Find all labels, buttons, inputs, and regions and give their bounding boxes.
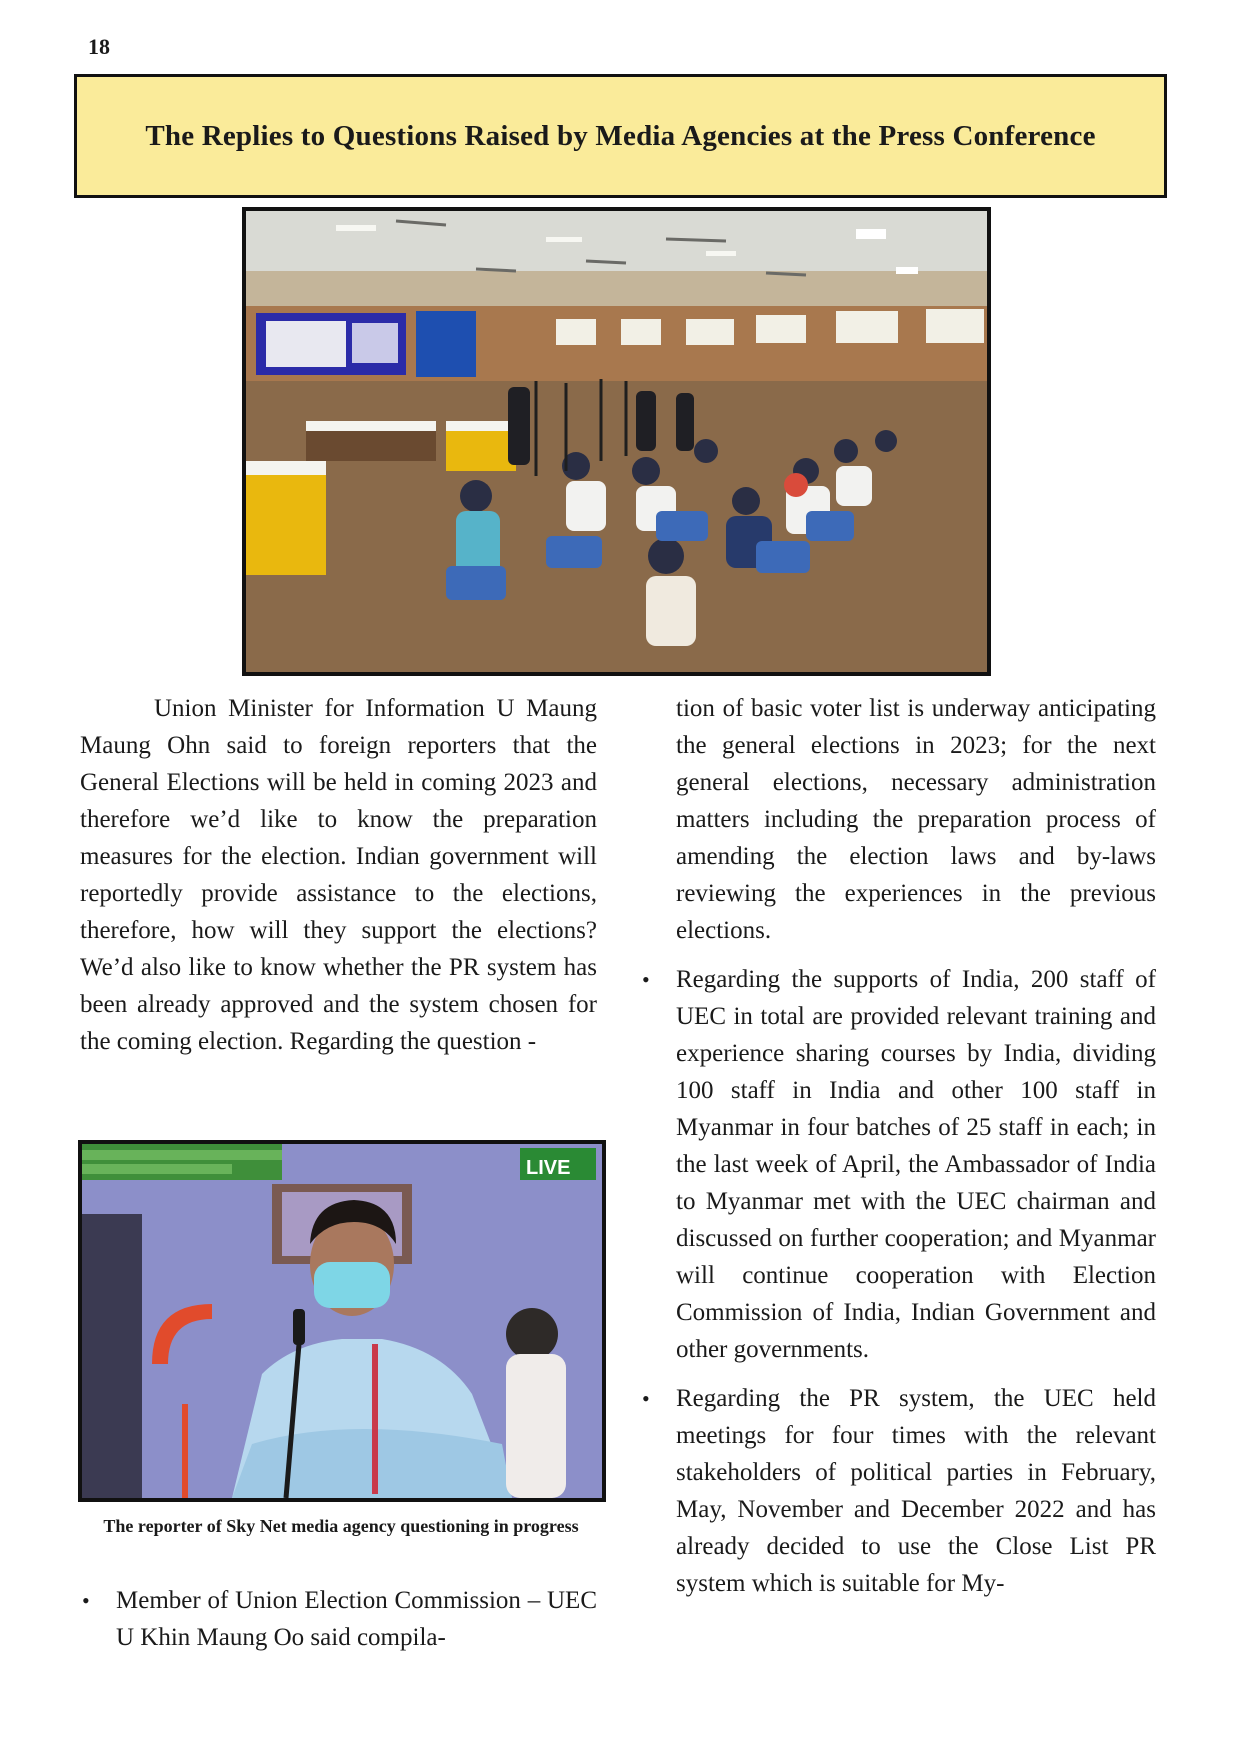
list-item: [640, 1380, 1156, 1602]
bullet-icon: •: [82, 1588, 90, 1613]
bullet-2-text: Regarding the supports of India, 200 staff of UEC in total are provided relevant training and experience sharing courses by India, dividing 100 staff in India and other 100 staff in Myanmar in four batches of 25 staff in each; in the last week of April, the Ambassador of India to Myanmar met with the UEC chairman and discussed on further cooperation; and Myanmar will continue cooperation with Election Commission of India, Indian Government and other governments.: [676, 966, 1156, 1363]
page-number: 18: [88, 34, 110, 59]
bullet-icon: •: [642, 967, 650, 992]
title-banner: [74, 74, 1167, 198]
bullet-3-text: Regarding the PR system, the UEC held meetings for four times with the relevant stakeholders of political parties in February, May, November and December 2022 and has already decided to use the Close List PR system which is suitable for My-: [676, 1385, 1156, 1597]
bullet-1-continued: tion of basic voter list is underway anticipating the general elections in 2023; for the next general elections, necessary administration matters including the preparation process of amending the election laws and by-laws reviewing the experiences in the previous elections.: [676, 695, 1156, 944]
intro-paragraph-block: [80, 690, 597, 1060]
right-column: [640, 690, 1156, 1614]
left-bullet-block: [80, 1582, 597, 1668]
page-title: The Replies to Questions Raised by Media Agencies at the Press Conference: [145, 119, 1096, 152]
left-bullet-list: [80, 1582, 597, 1656]
intro-paragraph: Union Minister for Information U Maung Maung Ohn said to foreign reporters that the General Elections will be held in coming 2023 and therefore we’d like to know the preparation measures for the election. Indian government will reportedly provide assistance to the elections, therefore, how will they support the elections? We’d also like to know whether the PR system has been already approved and the system chosen for the coming election. Regarding the question -: [80, 695, 597, 1055]
list-item: [80, 1582, 597, 1656]
bullet-icon: •: [642, 1386, 650, 1411]
press-conference-illustration: [246, 211, 987, 672]
reporter-photo: [78, 1140, 606, 1502]
reporter-illustration: [82, 1144, 602, 1498]
right-bullet-list: [640, 961, 1156, 1602]
press-conference-photo: [242, 207, 991, 676]
live-badge: LIVE: [526, 1157, 571, 1179]
list-item: [640, 961, 1156, 1368]
bullet-1-start: Member of Union Election Commission – UEC U Khin Maung Oo said compila-: [116, 1587, 597, 1651]
reporter-photo-caption: The reporter of Sky Net media agency questioning in progress: [103, 1516, 579, 1536]
